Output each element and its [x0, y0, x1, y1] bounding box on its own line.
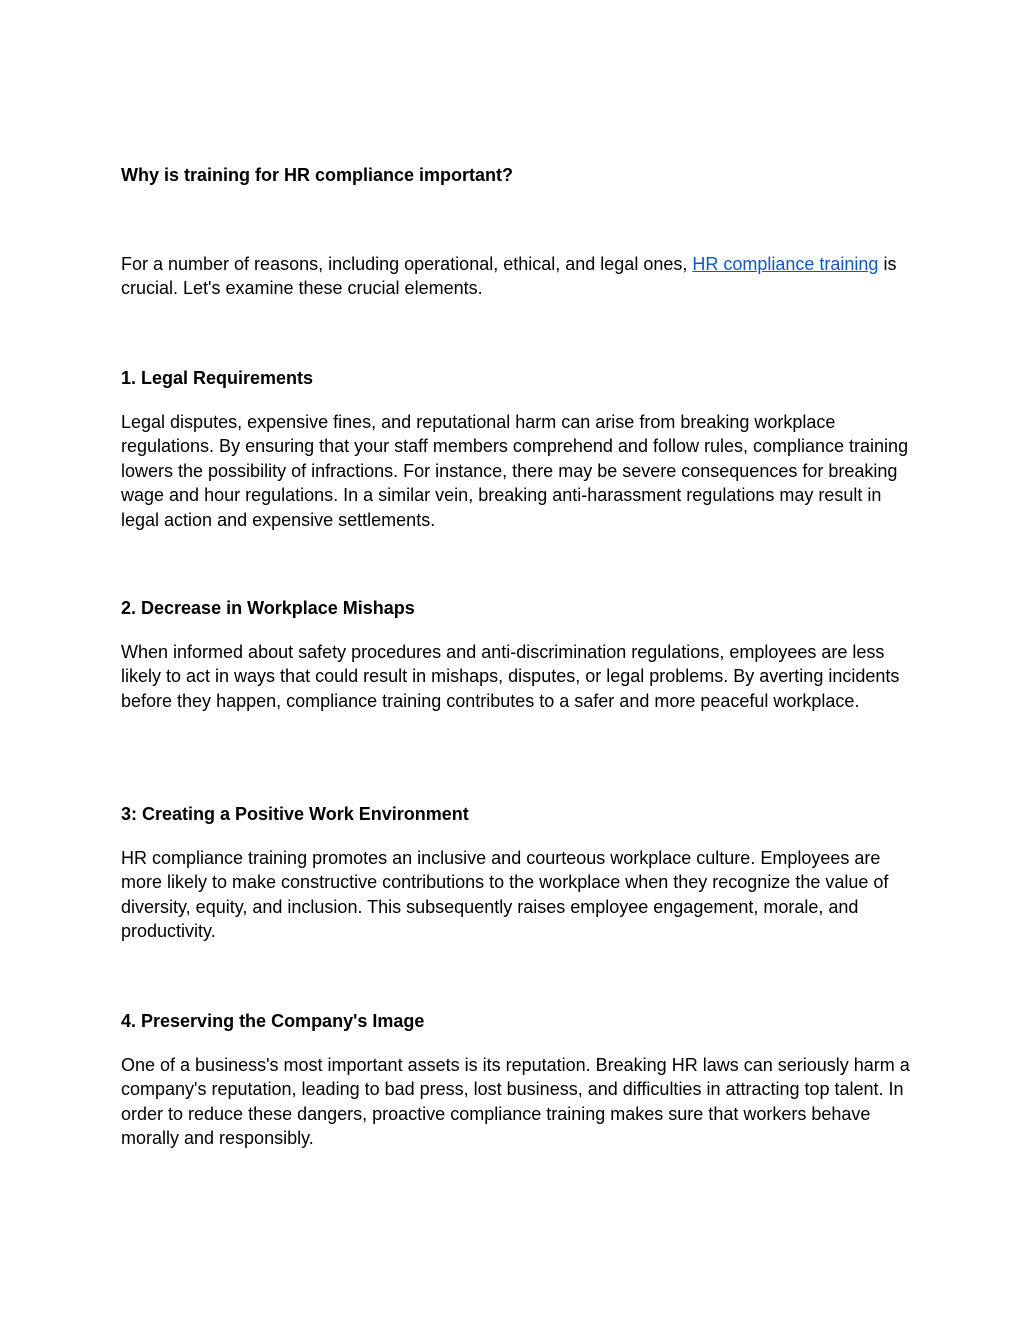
section-heading-company-image: 4. Preserving the Company's Image [121, 1011, 425, 1031]
hr-compliance-training-link[interactable]: HR compliance training [692, 254, 879, 274]
intro-paragraph [121, 252, 911, 301]
intro-text-after-link: is crucial. Let's examine these crucial elements. [121, 254, 897, 299]
intro-text-before-link: For a number of reasons, including operational, ethical, and legal ones, [121, 254, 693, 274]
section-body-positive-environment: HR compliance training promotes an inclusive and courteous workplace culture. Employees are more likely to make constructive contributions to the workplace when they recognize the value of diversity, equity, and inclusion. This subsequently raises employee engagement, morale, and productivity. [121, 848, 889, 942]
section-heading-legal-requirements: 1. Legal Requirements [121, 368, 314, 388]
section-body-legal-requirements: Legal disputes, expensive fines, and reputational harm can arise from breaking workplace regulations. By ensuring that your staff members comprehend and follow rules, compliance training lowers the possibility of infractions. For instance, there may be severe consequences for breaking wage and hour regulations. In a similar vein, breaking anti-harassment regulations may result in legal action and expensive settlements. [121, 412, 909, 530]
section-body-workplace-mishaps: When informed about safety procedures and anti-discrimination regulations, employees are less likely to act in ways that could result in mishaps, disputes, or legal problems. By averting incidents before they happen, compliance training contributes to a safer and more peaceful workplace. [121, 642, 900, 711]
document-title: Why is training for HR compliance important? [121, 165, 514, 185]
section-heading-positive-environment: 3: Creating a Positive Work Environment [121, 804, 469, 824]
section-heading-workplace-mishaps: 2. Decrease in Workplace Mishaps [121, 598, 415, 618]
section-body-company-image: One of a business's most important assets is its reputation. Breaking HR laws can seriously harm a company's reputation, leading to bad press, lost business, and difficulties in attracting top talent. In order to reduce these dangers, proactive compliance training makes sure that workers behave morally and responsibly. [121, 1055, 910, 1149]
